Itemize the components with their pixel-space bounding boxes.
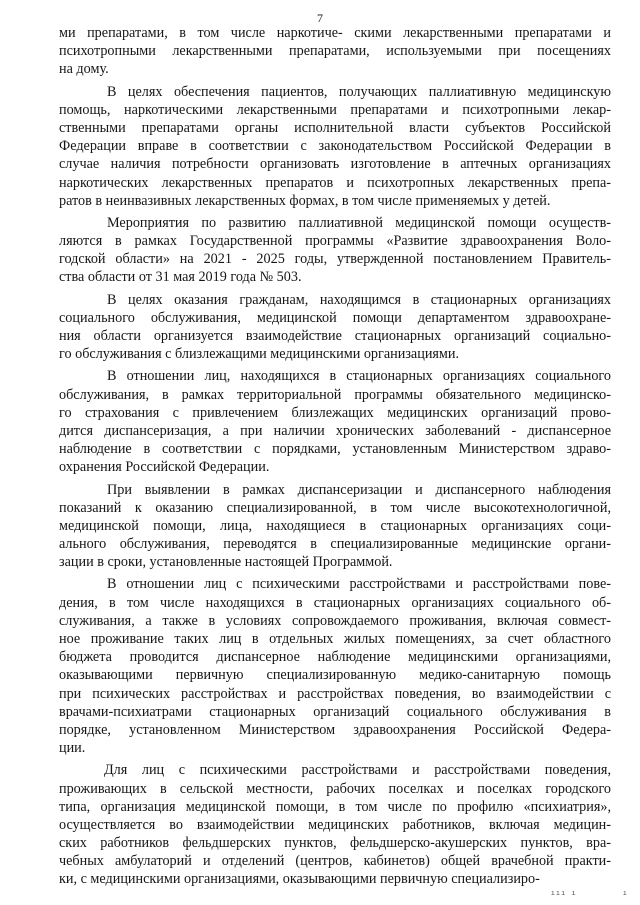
text-line: В отношении лиц, находящихся в стационарных организациях социального <box>107 368 611 385</box>
text-line: В отношении лиц с психическими расстройствами и расстройствами пове- <box>107 576 611 593</box>
text-line: Федерации вправе в соответствии с законодательством Российской Федерации в <box>59 138 611 155</box>
text-line: го страхования с привлечением близлежащих медицинских организаций прово- <box>59 404 611 421</box>
text-line: зации в сроки, установленные настоящей Программой. <box>59 554 393 571</box>
text-line: В целях обеспечения пациентов, получающих паллиативную медицинскую <box>107 83 611 100</box>
text-line: ляются в рамках Государственной программы «Развитие здравоохранения Воло- <box>59 233 611 250</box>
text-line: проживающих в сельской местности, рабочих поселках и поселках городского <box>59 780 611 797</box>
text-line: случае наличия потребности организовать изготовление в аптечных организациях <box>59 156 611 173</box>
text-line: ное проживание таких лиц в отдельных жилых помещениях, за счет областного <box>59 631 611 647</box>
paragraph <box>59 83 611 210</box>
text-line: помощь, наркотическими лекарственными препаратами и психотропными лекар- <box>59 101 611 118</box>
paragraph <box>59 214 611 287</box>
text-line: типа, организация медицинской помощи, в том числе по профилю «психиатрия», <box>59 798 611 815</box>
text-line: наркотических лекарственных препаратов и психотропных лекарственных препа- <box>59 174 611 191</box>
text-line: обслуживания, в рамках территориальной программы обязательного медицинско- <box>59 386 611 403</box>
text-line: порядке, установленном Министерством здравоохранения Российской Федера- <box>59 721 611 738</box>
text-line: врачами-психиатрами стационарных организаций социального обслуживания в <box>59 703 611 720</box>
text-line: бюджета проводится диспансерное наблюдение медицинскими организациями, <box>59 649 611 666</box>
text-line: ских работников фельдшерских пунктов, фельдшерско-акушерских пунктов, вра- <box>59 835 611 852</box>
text-line: ального обслуживания, переводятся в специализированные медицинские органи- <box>59 536 611 553</box>
text-line: дится диспансеризация, а при наличии хронических заболеваний - диспансерное <box>59 422 611 439</box>
document-body <box>59 24 611 889</box>
paragraph <box>59 761 611 888</box>
text-line: го обслуживания с близлежащими медицинскими организациями. <box>59 346 460 363</box>
text-line: ства области от 31 мая 2019 года № 503. <box>59 269 302 286</box>
paragraph <box>59 291 611 364</box>
scan-mark: ııı ı <box>550 889 577 897</box>
text-line: В целях оказания гражданам, находящимся в стационарных организациях <box>107 291 611 308</box>
text-line: оказывающими первичную специализированную медико-санитарную помощь <box>59 667 611 684</box>
text-line: Мероприятия по развитию паллиативной медицинской помощи осуществ- <box>107 214 611 231</box>
text-line: медицинской помощи, лица, находящиеся в стационарных организациях соци- <box>59 517 611 534</box>
text-line: годской области» на 2021 - 2025 годы, утвержденной постановлением Правитель- <box>59 251 611 268</box>
text-line: при психических расстройствах и расстройствах поведения, во взаимодействии с <box>59 685 611 702</box>
text-line: осуществляется во взаимодействии медицинских работников, включая медицин- <box>59 816 611 833</box>
paragraph <box>59 575 611 757</box>
text-line: ратов в неинвазивных лекарственных формах, в том числе применяемых у детей. <box>59 192 551 209</box>
paragraph <box>59 24 611 79</box>
text-line: При выявлении в рамках диспансеризации и диспансерного наблюдения <box>107 481 611 498</box>
text-line: показаний к оказанию специализированной, в том числе высокотехнологичной, <box>59 499 611 516</box>
text-line: Для лиц с психическими расстройствами и расстройствами поведения, <box>104 762 611 779</box>
scan-mark: ı <box>622 889 628 897</box>
text-line: социального обслуживания, медицинской помощи департаментом здравоохране- <box>59 309 611 326</box>
text-line: дения, в том числе находящихся в стационарных организациях социального об- <box>59 594 611 611</box>
paragraph <box>59 367 611 476</box>
text-line: ния области организуется взаимодействие стационарных организаций социально- <box>59 328 611 344</box>
text-line: на дому. <box>59 61 109 78</box>
text-line: охранения Российской Федерации. <box>59 459 270 476</box>
paragraph <box>59 481 611 572</box>
text-line: ственными препаратами органы исполнительной власти субъектов Российской <box>59 119 611 136</box>
text-line: ции. <box>59 740 86 757</box>
text-line: чебных амбулаторий и отделений (центров, кабинетов) общей врачебной практи- <box>59 853 611 870</box>
text-line: ки, с медицинскими организациями, оказывающими первичную специализиро- <box>59 871 540 888</box>
scan-marks <box>505 889 628 897</box>
text-line: психотропными лекарственными препаратами, используемыми при посещениях <box>59 43 611 60</box>
text-line: ми препаратами, в том числе наркотиче- скими лекарственными препаратами и <box>59 25 611 41</box>
text-line: служивания, а также в условиях сопровождаемого проживания, включая совмест- <box>59 612 611 629</box>
text-line: наблюдение в соответствии с порядками, установленным Министерством здраво- <box>59 441 611 458</box>
page-number: 7 <box>317 11 323 25</box>
